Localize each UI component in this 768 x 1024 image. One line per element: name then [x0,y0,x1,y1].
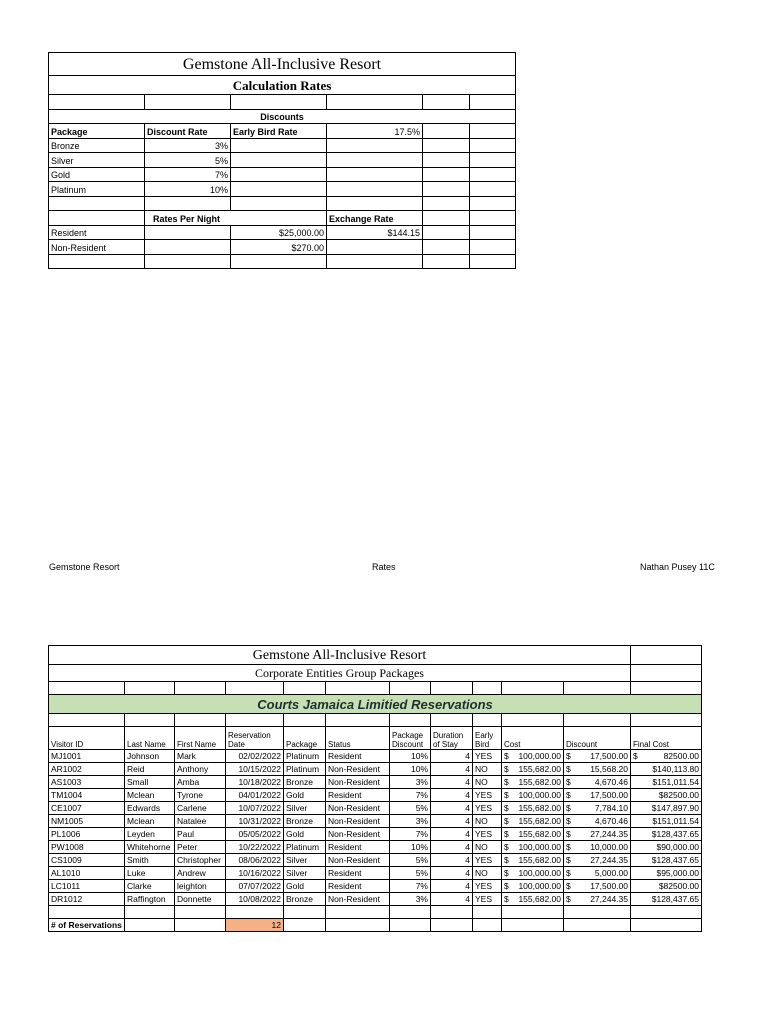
cell-last-name: Clarke [125,880,175,893]
cell-package-discount: 10% [390,841,431,854]
cell-reservation-date: 10/08/2022 [226,893,284,906]
cell-package: Platinum [284,750,326,763]
reservation-row [49,828,702,841]
cell-package: Silver [284,854,326,867]
early-bird-value: 17.5% [327,124,423,139]
cell-reservation-date: 10/16/2022 [226,867,284,880]
cell-visitor-id: CE1007 [49,802,125,815]
reservations-table [48,645,702,932]
cell-first-name: Paul [175,828,226,841]
cell-discount [564,763,631,776]
footer-center: Rates [372,562,396,572]
cell-status: Non-Resident [326,828,390,841]
cell-last-name: Mclean [125,815,175,828]
cell-first-name: Tyrone [175,789,226,802]
currency-symbol: $ [566,842,571,852]
cell-package-discount: 3% [390,815,431,828]
cell-package-discount: 10% [390,763,431,776]
reservations-title: Gemstone All-Inclusive Resort [49,646,631,665]
cell-last-name: Leyden [125,828,175,841]
header-first-name: First Name [175,727,226,750]
cell-early-bird: YES [473,854,502,867]
cell-visitor-id: AS1003 [49,776,125,789]
cell-package-discount: 7% [390,828,431,841]
currency-value: 100,000.00 [518,842,561,852]
cell-reservation-date: 10/22/2022 [226,841,284,854]
currency-symbol: $ [504,790,509,800]
reservation-row [49,802,702,815]
reservation-row [49,750,702,763]
currency-value: 100,000.00 [518,881,561,891]
currency-value: 17,500.00 [590,751,629,761]
cell-package-discount: 10% [390,750,431,763]
cell-discount [564,802,631,815]
currency-symbol: $ [504,777,509,787]
currency-symbol: $ [566,816,571,826]
cell-final-cost: $82500.00 [631,789,702,802]
cell-first-name: Amba [175,776,226,789]
cell-early-bird: YES [473,802,502,815]
currency-symbol: $ [566,777,571,787]
header-early-bird: Early Bird [473,727,502,750]
currency-value: 27,244.35 [590,829,629,839]
rates-subtitle: Calculation Rates [49,76,516,95]
cell-visitor-id: NM1005 [49,815,125,828]
currency-value: 4,670.46 [594,816,629,826]
currency-symbol: $ [504,894,509,904]
cell-visitor-id: TM1004 [49,789,125,802]
cell-discount [564,815,631,828]
cell-package: Bronze [284,893,326,906]
cell-discount [564,841,631,854]
cell-discount [564,828,631,841]
cell-first-name: Donnette [175,893,226,906]
cell-cost [502,828,564,841]
cell-status: Non-Resident [326,893,390,906]
cell-last-name: Small [125,776,175,789]
cell-reservation-date: 08/06/2022 [226,854,284,867]
non-resident-label: Non-Resident [49,240,145,255]
cell-duration-of-stay: 4 [431,789,473,802]
currency-value: 17,500.00 [590,790,629,800]
footer-left: Gemstone Resort [49,562,120,572]
cell-cost [502,893,564,906]
currency-value: 27,244.35 [590,894,629,904]
cell-visitor-id: MJ1001 [49,750,125,763]
column-header-row [49,727,702,750]
cell-last-name: Johnson [125,750,175,763]
cell-final-cost: $128,437.65 [631,854,702,867]
currency-symbol: $ [633,751,638,761]
header-visitor-id: Visitor ID [49,727,125,750]
cell-status: Non-Resident [326,815,390,828]
reservation-row [49,789,702,802]
cell-discount [564,776,631,789]
cell-final-cost: $128,437.65 [631,893,702,906]
cell-last-name: Reid [125,763,175,776]
cell-cost [502,763,564,776]
discounts-heading: Discounts [49,109,516,124]
reservation-count-row [49,919,702,932]
cell-first-name: Peter [175,841,226,854]
currency-symbol: $ [566,803,571,813]
currency-symbol: $ [566,764,571,774]
early-bird-label: Early Bird Rate [231,124,327,139]
resident-rate: $25,000.00 [231,225,327,240]
exchange-rate-header: Exchange Rate [327,211,423,226]
cell-package: Platinum [284,763,326,776]
currency-symbol: $ [566,790,571,800]
package-rate: 10% [145,182,231,197]
cell-visitor-id: AR1002 [49,763,125,776]
cell-duration-of-stay: 4 [431,880,473,893]
cell-cost [502,802,564,815]
cell-duration-of-stay: 4 [431,750,473,763]
cell-reservation-date: 04/01/2022 [226,789,284,802]
cell-visitor-id: DR1012 [49,893,125,906]
cell-package-discount: 3% [390,776,431,789]
cell-final-cost: $128,437.65 [631,828,702,841]
cell-package-discount: 5% [390,867,431,880]
cell-first-name: Natalee [175,815,226,828]
cell-discount [564,893,631,906]
currency-value: 155,682.00 [518,803,561,813]
currency-value: 17,500.00 [590,881,629,891]
cell-early-bird: YES [473,880,502,893]
calculation-rates-table [48,52,516,269]
header-discount: Discount [564,727,631,750]
cell-early-bird: YES [473,789,502,802]
header-cost: Cost [502,727,564,750]
cell-visitor-id: PL1006 [49,828,125,841]
cell-reservation-date: 07/07/2022 [226,880,284,893]
footer-right: Nathan Pusey 11C [640,562,715,572]
cell-last-name: Mclean [125,789,175,802]
cell-status: Resident [326,867,390,880]
cell-first-name: Carlene [175,802,226,815]
reservation-row [49,880,702,893]
currency-value: 155,682.00 [518,855,561,865]
cell-cost [502,880,564,893]
cell-duration-of-stay: 4 [431,854,473,867]
currency-value: 100,000.00 [518,790,561,800]
cell-first-name: leighton [175,880,226,893]
currency-value: 155,682.00 [518,777,561,787]
cell-package-discount: 3% [390,893,431,906]
cell-package-discount: 7% [390,789,431,802]
cell-first-name: Mark [175,750,226,763]
cell-visitor-id: PW1008 [49,841,125,854]
count-value: 12 [226,919,284,932]
header-package: Package [284,727,326,750]
cell-cost [502,867,564,880]
cell-early-bird: NO [473,841,502,854]
cell-package: Bronze [284,815,326,828]
currency-value: 27,244.35 [590,855,629,865]
cell-final-cost: $151,011.54 [631,776,702,789]
cell-reservation-date: 10/07/2022 [226,802,284,815]
currency-symbol: $ [504,842,509,852]
cell-final-cost: $140,113.80 [631,763,702,776]
cell-duration-of-stay: 4 [431,841,473,854]
reservation-row [49,815,702,828]
cell-duration-of-stay: 4 [431,776,473,789]
cell-discount [564,867,631,880]
cell-package: Gold [284,880,326,893]
discount-rate-header: Discount Rate [145,124,231,139]
cell-first-name: Christopher [175,854,226,867]
currency-value: 4,670.46 [594,777,629,787]
cell-final-cost: $90,000.00 [631,841,702,854]
currency-symbol: $ [504,816,509,826]
reservation-row [49,867,702,880]
currency-symbol: $ [566,881,571,891]
currency-symbol: $ [504,751,509,761]
package-rate: 7% [145,167,231,182]
cell-last-name: Raffington [125,893,175,906]
rates-title: Gemstone All-Inclusive Resort [49,53,516,76]
cell-package: Platinum [284,841,326,854]
cell-status: Non-Resident [326,776,390,789]
header-final-cost: Final Cost [631,727,702,750]
currency-value: 155,682.00 [518,764,561,774]
cell-last-name: Edwards [125,802,175,815]
cell-discount [564,880,631,893]
package-name: Bronze [49,138,145,153]
cell-duration-of-stay: 4 [431,802,473,815]
currency-symbol: $ [504,829,509,839]
header-duration-of-stay: Duration of Stay [431,727,473,750]
cell-early-bird: YES [473,893,502,906]
cell-early-bird: NO [473,815,502,828]
cell-reservation-date: 10/15/2022 [226,763,284,776]
currency-symbol: $ [566,855,571,865]
currency-value: 82500.00 [663,751,700,761]
cell-package-discount: 5% [390,854,431,867]
cell-cost [502,776,564,789]
cell-status: Resident [326,750,390,763]
cell-visitor-id: LC1011 [49,880,125,893]
currency-value: 100,000.00 [518,751,561,761]
cell-early-bird: NO [473,763,502,776]
cell-duration-of-stay: 4 [431,867,473,880]
cell-final-cost: $82500.00 [631,880,702,893]
exchange-rate-value: $144.15 [327,225,423,240]
cell-discount [564,750,631,763]
empty-row [49,906,702,919]
currency-symbol: $ [566,829,571,839]
cell-early-bird: YES [473,828,502,841]
currency-symbol: $ [504,803,509,813]
cell-package: Gold [284,828,326,841]
cell-first-name: Anthony [175,763,226,776]
empty-row [49,95,516,110]
reservation-row [49,763,702,776]
cell-first-name: Andrew [175,867,226,880]
cell-package: Gold [284,789,326,802]
reservation-row [49,893,702,906]
cell-final-cost: $151,011.54 [631,815,702,828]
cell-package-discount: 5% [390,802,431,815]
currency-value: 10,000.00 [590,842,629,852]
cell-last-name: Whitehorne [125,841,175,854]
cell-last-name: Smith [125,854,175,867]
cell-status: Resident [326,841,390,854]
resident-label: Resident [49,225,145,240]
currency-symbol: $ [504,855,509,865]
cell-final-cost [631,750,702,763]
reservation-row [49,841,702,854]
currency-symbol: $ [504,881,509,891]
cell-final-cost: $95,000.00 [631,867,702,880]
currency-value: 155,682.00 [518,816,561,826]
cell-status: Non-Resident [326,854,390,867]
cell-early-bird: NO [473,776,502,789]
currency-value: 15,568.20 [590,764,629,774]
header-last-name: Last Name [125,727,175,750]
cell-discount [564,854,631,867]
count-label: # of Reservations [49,919,125,932]
currency-symbol: $ [504,764,509,774]
cell-early-bird: NO [473,867,502,880]
package-header: Package [49,124,145,139]
currency-value: 7,784.10 [594,803,629,813]
reservations-subtitle: Corporate Entities Group Packages [49,665,631,682]
package-name: Gold [49,167,145,182]
cell-status: Resident [326,789,390,802]
reservations-banner: Courts Jamaica Limitied Reservations [49,695,702,714]
cell-cost [502,841,564,854]
cell-early-bird: YES [473,750,502,763]
cell-package: Bronze [284,776,326,789]
currency-symbol: $ [566,868,571,878]
cell-duration-of-stay: 4 [431,893,473,906]
currency-symbol: $ [566,751,571,761]
cell-status: Resident [326,880,390,893]
header-package-discount: Package Discount [390,727,431,750]
cell-duration-of-stay: 4 [431,828,473,841]
cell-cost [502,789,564,802]
currency-symbol: $ [504,868,509,878]
currency-symbol: $ [566,894,571,904]
package-name: Platinum [49,182,145,197]
cell-reservation-date: 05/05/2022 [226,828,284,841]
cell-duration-of-stay: 4 [431,815,473,828]
cell-last-name: Luke [125,867,175,880]
package-name: Silver [49,153,145,168]
cell-reservation-date: 10/18/2022 [226,776,284,789]
reservation-row [49,776,702,789]
reservation-row [49,854,702,867]
cell-package: Silver [284,867,326,880]
cell-cost [502,815,564,828]
cell-reservation-date: 02/02/2022 [226,750,284,763]
currency-value: 155,682.00 [518,829,561,839]
empty-row [49,682,702,695]
header-status: Status [326,727,390,750]
cell-package-discount: 7% [390,880,431,893]
currency-value: 155,682.00 [518,894,561,904]
empty-row [49,196,516,211]
cell-cost [502,854,564,867]
non-resident-rate: $270.00 [231,240,327,255]
cell-cost [502,750,564,763]
cell-final-cost: $147,897.90 [631,802,702,815]
cell-status: Non-Resident [326,802,390,815]
cell-discount [564,789,631,802]
empty-row [49,714,702,727]
cell-duration-of-stay: 4 [431,763,473,776]
empty-row [49,254,516,269]
rates-per-night-header: Rates Per Night [145,211,327,226]
package-rate: 5% [145,153,231,168]
header-reservation-date: Reservation Date [226,727,284,750]
cell-visitor-id: AL1010 [49,867,125,880]
currency-value: 100,000.00 [518,868,561,878]
currency-value: 5,000.00 [594,868,629,878]
cell-status: Non-Resident [326,763,390,776]
package-rate: 3% [145,138,231,153]
cell-reservation-date: 10/31/2022 [226,815,284,828]
cell-visitor-id: CS1009 [49,854,125,867]
cell-package: Silver [284,802,326,815]
